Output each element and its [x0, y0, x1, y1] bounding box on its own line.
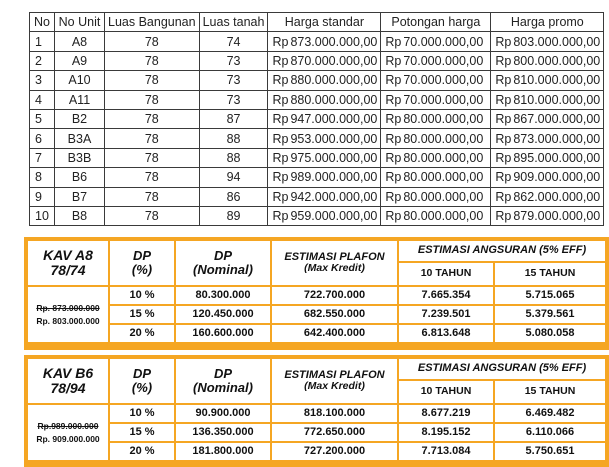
- angsuran-10-value: 8.677.219: [421, 406, 471, 419]
- row-number-cell: 9: [30, 187, 55, 206]
- dp-percent-cell: [110, 287, 174, 304]
- harga-standar-cell: [268, 148, 381, 167]
- luas-bangunan-cell: 78: [105, 187, 200, 206]
- kav-title-line2: 78/74: [50, 262, 86, 278]
- unit-cell: A8: [55, 32, 105, 51]
- luas-bangunan-cell: 78: [105, 109, 200, 128]
- tenor-10-header: [399, 381, 493, 403]
- amount-value: 803.000.000,00: [513, 34, 601, 49]
- tenor-10-header: [399, 263, 493, 285]
- plafon-line1: ESTIMASI PLAFON: [284, 250, 385, 263]
- currency-label: Rp: [385, 92, 402, 107]
- currency-label: Rp: [385, 112, 402, 127]
- estimasi-plafon-header: [272, 241, 397, 285]
- currency-label: Rp: [272, 131, 289, 146]
- harga-promo-cell: [491, 168, 604, 187]
- potongan-harga-cell: [381, 109, 491, 128]
- currency-label: Rp: [495, 53, 512, 68]
- plafon-cell: [272, 405, 397, 422]
- amount-value: 867.000.000,00: [513, 112, 601, 127]
- harga-standar-cell: [268, 168, 381, 187]
- harga-standar-cell: [268, 129, 381, 148]
- unit-cell: B2: [55, 109, 105, 128]
- potongan-harga-cell: [381, 168, 491, 187]
- luas-bangunan-cell: 78: [105, 129, 200, 148]
- old-price: Rp. 873.000.000: [36, 302, 100, 313]
- amount-value: 959.000.000,00: [290, 209, 378, 224]
- luas-tanah-cell: 88: [199, 148, 268, 167]
- row-number-cell: 5: [30, 109, 55, 128]
- plafon-cell: [272, 443, 397, 460]
- dp-percent-value: 10 %: [129, 406, 155, 419]
- row-number-cell: 10: [30, 206, 55, 225]
- table-row: [30, 109, 604, 128]
- table-row: [30, 168, 604, 187]
- tenor-15-text: 15 TAHUN: [524, 267, 576, 280]
- amount-value: 80.000.000,00: [403, 131, 484, 146]
- amount-value: 80.000.000,00: [403, 112, 484, 127]
- currency-label: Rp: [495, 209, 512, 224]
- currency-label: Rp: [272, 53, 289, 68]
- amount-value: 873.000.000,00: [513, 131, 601, 146]
- dp-percent-value: 15 %: [129, 307, 155, 320]
- harga-standar-cell: [268, 32, 381, 51]
- currency-label: Rp: [272, 170, 289, 185]
- dp-nominal-value: 160.600.000: [192, 326, 254, 339]
- currency-label: Rp: [272, 92, 289, 107]
- tenor-10-text: 10 TAHUN: [420, 267, 472, 280]
- amount-value: 879.000.000,00: [513, 209, 601, 224]
- tenor-15-text: 15 TAHUN: [524, 385, 576, 398]
- amount-value: 880.000.000,00: [290, 73, 378, 88]
- angsuran-10-cell: [399, 287, 493, 304]
- harga-promo-cell: [491, 71, 604, 90]
- header-harga-standar: Harga standar: [268, 13, 381, 32]
- amount-value: 810.000.000,00: [513, 92, 601, 107]
- kav-grid: [28, 359, 605, 464]
- angsuran-15-value: 5.715.065: [525, 288, 575, 301]
- luas-bangunan-cell: 78: [105, 51, 200, 70]
- unit-cell: B7: [55, 187, 105, 206]
- new-price: Rp. 909.000.000: [36, 433, 100, 444]
- luas-tanah-cell: 73: [199, 71, 268, 90]
- header-luas-bangunan: Luas Bangunan: [105, 13, 200, 32]
- dp-nominal-value: 90.900.000: [195, 406, 251, 419]
- plafon-value: 682.550.000: [303, 307, 366, 320]
- amount-value: 873.000.000,00: [290, 34, 378, 49]
- angsuran-10-value: 8.195.152: [421, 425, 471, 438]
- angsuran-15-value: 6.110.066: [525, 425, 575, 438]
- dp-percent-value: 10 %: [129, 288, 155, 301]
- header-luas-tanah: Luas tanah: [199, 13, 268, 32]
- dp-nominal-line2: (Nominal): [193, 380, 253, 395]
- plafon-value: 818.100.000: [303, 406, 366, 419]
- luas-tanah-cell: 86: [199, 187, 268, 206]
- dp-nominal-value: 181.800.000: [192, 444, 254, 457]
- currency-label: Rp: [495, 112, 512, 127]
- angsuran-10-cell: [399, 443, 493, 460]
- plafon-cell: [272, 306, 397, 323]
- currency-label: Rp: [272, 209, 289, 224]
- harga-standar-cell: [268, 187, 381, 206]
- dp-nominal-value: 120.450.000: [192, 307, 254, 320]
- plafon-value: 772.650.000: [303, 425, 366, 438]
- dp-percent-value: 15 %: [129, 425, 155, 438]
- dp-nominal-cell: [176, 405, 270, 422]
- table-row: [30, 148, 604, 167]
- dp-percent-header: [110, 241, 174, 285]
- luas-tanah-cell: 89: [199, 206, 268, 225]
- harga-promo-cell: [491, 32, 604, 51]
- estimasi-angsuran-header: [399, 241, 605, 261]
- old-price: Rp.989.000.000: [37, 420, 99, 431]
- angsuran-10-value: 7.665.354: [421, 288, 471, 301]
- dp-header-line1: DP: [132, 366, 152, 382]
- plafon-value: 727.200.000: [303, 444, 366, 457]
- luas-tanah-cell: 73: [199, 51, 268, 70]
- angsuran-header-text: ESTIMASI ANGSURAN (5% EFF): [417, 362, 587, 375]
- amount-value: 800.000.000,00: [513, 53, 601, 68]
- currency-label: Rp: [385, 209, 402, 224]
- dp-percent-value: 20 %: [129, 326, 155, 339]
- tenor-10-text: 10 TAHUN: [420, 385, 472, 398]
- header-no: No: [30, 13, 55, 32]
- angsuran-15-cell: [495, 287, 605, 304]
- dp-nominal-header: [176, 241, 270, 285]
- kav-title-line2: 78/94: [50, 380, 86, 396]
- harga-standar-cell: [268, 90, 381, 109]
- dp-percent-cell: [110, 325, 174, 342]
- plafon-line2: (Max Kredit): [304, 380, 365, 393]
- currency-label: Rp: [385, 189, 402, 204]
- currency-label: Rp: [385, 170, 402, 185]
- plafon-line2: (Max Kredit): [304, 262, 365, 275]
- luas-tanah-cell: 87: [199, 109, 268, 128]
- angsuran-10-cell: [399, 405, 493, 422]
- luas-bangunan-cell: 78: [105, 71, 200, 90]
- currency-label: Rp: [495, 131, 512, 146]
- potongan-harga-cell: [381, 187, 491, 206]
- angsuran-15-cell: [495, 424, 605, 441]
- kav-title-line1: KAV A8: [43, 247, 93, 264]
- amount-value: 810.000.000,00: [513, 73, 601, 88]
- table-body: [30, 32, 604, 226]
- angsuran-15-cell: [495, 443, 605, 460]
- table-header-row: [30, 13, 604, 32]
- amount-value: 80.000.000,00: [403, 170, 484, 185]
- luas-tanah-cell: 73: [199, 90, 268, 109]
- harga-standar-cell: [268, 71, 381, 90]
- dp-nominal-value: 80.300.000: [195, 288, 251, 301]
- angsuran-15-value: 5.750.651: [525, 444, 575, 457]
- harga-standar-cell: [268, 51, 381, 70]
- dp-percent-value: 20 %: [129, 444, 155, 457]
- table-row: [30, 129, 604, 148]
- kav-a8-block: [24, 237, 609, 350]
- header-potongan-harga: Potongan harga: [381, 13, 491, 32]
- estimasi-plafon-header: [272, 359, 397, 403]
- plafon-cell: [272, 287, 397, 304]
- dp-header-line2: (%): [131, 380, 153, 395]
- dp-header-line1: DP: [132, 248, 152, 264]
- luas-tanah-cell: 74: [199, 32, 268, 51]
- row-number-cell: 4: [30, 90, 55, 109]
- kav-grid: [28, 241, 605, 347]
- amount-value: 953.000.000,00: [290, 131, 378, 146]
- angsuran-10-value: 7.239.501: [421, 307, 471, 320]
- angsuran-15-value: 6.469.482: [525, 406, 575, 419]
- luas-bangunan-cell: 78: [105, 32, 200, 51]
- amount-value: 947.000.000,00: [290, 112, 378, 127]
- kav-title-line1: KAV B6: [42, 365, 94, 382]
- amount-value: 870.000.000,00: [290, 53, 378, 68]
- potongan-harga-cell: [381, 51, 491, 70]
- table-row: [30, 71, 604, 90]
- plafon-cell: [272, 424, 397, 441]
- amount-value: 880.000.000,00: [290, 92, 378, 107]
- row-number-cell: 2: [30, 51, 55, 70]
- kav-title: [28, 359, 108, 403]
- angsuran-15-cell: [495, 405, 605, 422]
- currency-label: Rp: [272, 73, 289, 88]
- dp-nominal-cell: [176, 424, 270, 441]
- currency-label: Rp: [495, 73, 512, 88]
- price-cell: [28, 287, 108, 342]
- angsuran-10-cell: [399, 325, 493, 342]
- currency-label: Rp: [272, 189, 289, 204]
- currency-label: Rp: [385, 73, 402, 88]
- amount-value: 70.000.000,00: [403, 73, 484, 88]
- dp-nominal-line1: DP: [213, 366, 233, 382]
- estimasi-angsuran-header: [399, 359, 605, 379]
- currency-label: Rp: [495, 150, 512, 165]
- table-row: [30, 187, 604, 206]
- harga-promo-cell: [491, 51, 604, 70]
- harga-promo-cell: [491, 129, 604, 148]
- row-number-cell: 8: [30, 168, 55, 187]
- harga-promo-cell: [491, 187, 604, 206]
- potongan-harga-cell: [381, 90, 491, 109]
- new-price: Rp. 803.000.000: [36, 315, 100, 326]
- unit-cell: B3A: [55, 129, 105, 148]
- potongan-harga-cell: [381, 71, 491, 90]
- dp-nominal-cell: [176, 325, 270, 342]
- unit-cell: A11: [55, 90, 105, 109]
- unit-cell: B8: [55, 206, 105, 225]
- unit-price-table: [29, 12, 604, 226]
- plafon-value: 722.700.000: [303, 288, 366, 301]
- angsuran-15-value: 5.080.058: [525, 326, 575, 339]
- currency-label: Rp: [495, 189, 512, 204]
- dp-nominal-value: 136.350.000: [192, 425, 254, 438]
- luas-tanah-cell: 94: [199, 168, 268, 187]
- amount-value: 975.000.000,00: [290, 150, 378, 165]
- dp-percent-cell: [110, 443, 174, 460]
- dp-nominal-line1: DP: [213, 248, 233, 264]
- amount-value: 70.000.000,00: [403, 92, 484, 107]
- amount-value: 80.000.000,00: [403, 209, 484, 224]
- currency-label: Rp: [495, 34, 512, 49]
- plafon-value: 642.400.000: [303, 326, 366, 339]
- header-harga-promo: Harga promo: [491, 13, 604, 32]
- potongan-harga-cell: [381, 206, 491, 225]
- dp-nominal-header: [176, 359, 270, 403]
- angsuran-15-cell: [495, 306, 605, 323]
- currency-label: Rp: [272, 150, 289, 165]
- currency-label: Rp: [272, 112, 289, 127]
- luas-bangunan-cell: 78: [105, 168, 200, 187]
- amount-value: 862.000.000,00: [513, 189, 601, 204]
- table-row: [30, 32, 604, 51]
- angsuran-15-value: 5.379.561: [525, 307, 575, 320]
- currency-label: Rp: [385, 150, 402, 165]
- plafon-cell: [272, 325, 397, 342]
- amount-value: 909.000.000,00: [513, 170, 601, 185]
- row-number-cell: 7: [30, 148, 55, 167]
- potongan-harga-cell: [381, 148, 491, 167]
- amount-value: 942.000.000,00: [290, 189, 378, 204]
- luas-bangunan-cell: 78: [105, 90, 200, 109]
- dp-nominal-cell: [176, 443, 270, 460]
- potongan-harga-cell: [381, 32, 491, 51]
- potongan-harga-cell: [381, 129, 491, 148]
- amount-value: 895.000.000,00: [513, 150, 601, 165]
- currency-label: Rp: [385, 53, 402, 68]
- row-number-cell: 3: [30, 71, 55, 90]
- table-row: [30, 90, 604, 109]
- table-row: [30, 206, 604, 225]
- unit-cell: B3B: [55, 148, 105, 167]
- row-number-cell: 1: [30, 32, 55, 51]
- luas-tanah-cell: 88: [199, 129, 268, 148]
- unit-cell: A10: [55, 71, 105, 90]
- currency-label: Rp: [385, 34, 402, 49]
- angsuran-10-value: 6.813.648: [421, 326, 471, 339]
- harga-promo-cell: [491, 109, 604, 128]
- plafon-line1: ESTIMASI PLAFON: [284, 368, 385, 381]
- unit-cell: A9: [55, 51, 105, 70]
- kav-title: [28, 241, 108, 285]
- price-cell: [28, 405, 108, 460]
- unit-cell: B6: [55, 168, 105, 187]
- harga-standar-cell: [268, 109, 381, 128]
- dp-percent-cell: [110, 405, 174, 422]
- row-number-cell: 6: [30, 129, 55, 148]
- angsuran-10-value: 7.713.084: [421, 444, 471, 457]
- table-row: [30, 51, 604, 70]
- angsuran-15-cell: [495, 325, 605, 342]
- amount-value: 80.000.000,00: [403, 150, 484, 165]
- tenor-15-header: [495, 263, 605, 285]
- dp-nominal-cell: [176, 306, 270, 323]
- harga-promo-cell: [491, 90, 604, 109]
- angsuran-10-cell: [399, 424, 493, 441]
- currency-label: Rp: [495, 92, 512, 107]
- header-no-unit: No Unit: [55, 13, 105, 32]
- amount-value: 70.000.000,00: [403, 53, 484, 68]
- angsuran-10-cell: [399, 306, 493, 323]
- dp-header-line2: (%): [131, 262, 153, 277]
- currency-label: Rp: [385, 131, 402, 146]
- harga-standar-cell: [268, 206, 381, 225]
- currency-label: Rp: [495, 170, 512, 185]
- harga-promo-cell: [491, 206, 604, 225]
- dp-nominal-line2: (Nominal): [193, 262, 253, 277]
- angsuran-header-text: ESTIMASI ANGSURAN (5% EFF): [417, 244, 587, 257]
- luas-bangunan-cell: 78: [105, 148, 200, 167]
- amount-value: 70.000.000,00: [403, 34, 484, 49]
- kav-b6-block: [24, 355, 609, 467]
- harga-promo-cell: [491, 148, 604, 167]
- dp-percent-cell: [110, 306, 174, 323]
- tenor-15-header: [495, 381, 605, 403]
- dp-nominal-cell: [176, 287, 270, 304]
- luas-bangunan-cell: 78: [105, 206, 200, 225]
- amount-value: 80.000.000,00: [403, 189, 484, 204]
- amount-value: 989.000.000,00: [290, 170, 378, 185]
- currency-label: Rp: [272, 34, 289, 49]
- dp-percent-header: [110, 359, 174, 403]
- dp-percent-cell: [110, 424, 174, 441]
